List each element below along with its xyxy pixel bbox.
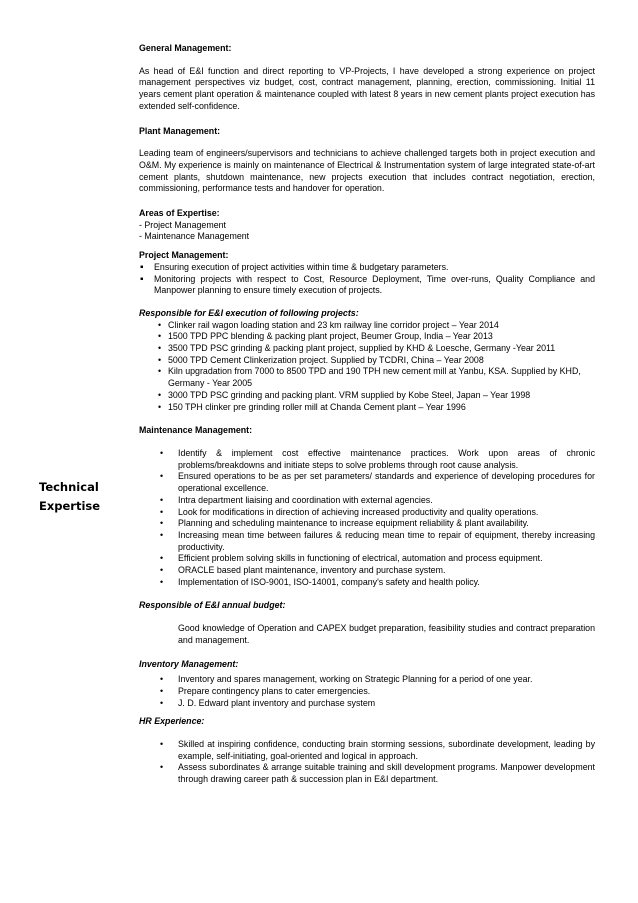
list-item: • ORACLE based plant maintenance, inventory and purchase system.: [139, 565, 595, 577]
list-item: • Kiln upgradation from 7000 to 8500 TPD and 190 TPH new cement mill at Yanbu, KSA. Supplied by KHD, Germany - Year 2005: [139, 366, 595, 389]
list-item: ▪ Monitoring projects with respect to Cost, Resource Deployment, Time over-runs, Quality Compliance and Manpower planning to ensure timely execution of projects.: [139, 274, 595, 297]
inventory-management-heading: Inventory Management:: [139, 658, 239, 669]
list-item: • Look for modifications in direction of achieving increased productivity and quality operations.: [139, 507, 595, 519]
hr-experience-heading: HR Experience:: [139, 716, 205, 727]
plant-management-text: Leading team of engineers/supervisors and technicians to achieve challenged targets both in project execution and O&M. My experience is mainly on maintenance of Electrical & Instrumentation system of large integrated state-of-art cement plants, shutdown maintenance, new projects execution that includes contract negotiation, erection, commissioning, performance tests and handover for operation.: [139, 148, 595, 194]
budget-heading: Responsible of E&I annual budget:: [139, 600, 286, 611]
ei-projects-heading: Responsible for E&I execution of following projects:: [139, 307, 359, 318]
list-item: • 3000 TPD PSC grinding and packing plant. VRM supplied by Kobe Steel, Japan – Year 1998: [139, 390, 595, 402]
list-item: • Assess subordinates & arrange suitable training and skill development programs. Manpower development through drawing career path & succession plan in E&I department.: [139, 762, 595, 785]
general-management-text: As head of E&I function and direct reporting to VP-Projects, I have developed a strong experience on project management perspectives viz budget, cost, contract management, planning, erection, commissioning. Initial 11 years cement plant operation & maintenance coupled with latest 8 years in new cement plants project execution has extended self-confidence.: [139, 65, 595, 111]
general-management-heading: General Management:: [139, 43, 232, 53]
list-item: ▪ Ensuring execution of project activities within time & budgetary parameters.: [139, 262, 595, 274]
areas-item: - Maintenance Management: [139, 231, 250, 242]
hr-list: [139, 739, 595, 786]
list-item: • Identify & implement cost effective maintenance practices. Work upon areas of chronic problems/breakdowns and initiate steps to solve problems through root cause analysis.: [139, 448, 595, 471]
section-label-line-2: Expertise: [39, 499, 101, 513]
list-item: • Inventory and spares management, working on Strategic Planning for a period of one year.: [139, 674, 595, 686]
inventory-list: [139, 674, 595, 709]
list-item: • Skilled at inspiring confidence, conducting brain storming sessions, subordinate development, leading by example, self-initiating, goal-oriented and logical in approach.: [139, 739, 595, 762]
list-item: • 3500 TPD PSC grinding & packing plant project, supplied by KHD & Loesche, Germany -Year 2011: [139, 343, 595, 355]
section-label-line-1: Technical: [39, 480, 99, 494]
list-item: • Ensured operations to be as per set parameters/ standards and experience of developing procedures for operational excellence.: [139, 471, 595, 494]
list-item: • J. D. Edward plant inventory and purchase system: [139, 698, 595, 710]
project-management-heading: Project Management:: [139, 250, 229, 261]
project-management-list: [139, 262, 595, 297]
main-content: [139, 43, 595, 786]
areas-item: - Project Management: [139, 219, 227, 230]
ei-projects-list: [139, 320, 595, 414]
budget-text: Good knowledge of Operation and CAPEX budget preparation, feasibility studies and contract preparation and management.: [178, 623, 595, 645]
list-item: • Prepare contingency plans to cater emergencies.: [139, 686, 595, 698]
maintenance-management-heading: Maintenance Management:: [139, 425, 253, 436]
list-item: • Increasing mean time between failures & reducing mean time to repair of equipment, thereby increasing productivity.: [139, 530, 595, 553]
section-label: [39, 478, 119, 516]
list-item: • Planning and scheduling maintenance to increase equipment reliability & plant availability.: [139, 518, 595, 530]
list-item: • Efficient problem solving skills in functioning of electrical, automation and process equipment.: [139, 553, 595, 565]
maintenance-list: [139, 448, 595, 588]
list-item: • 5000 TPD Cement Clinkerization project. Supplied by TCDRI, China – Year 2008: [139, 355, 595, 367]
list-item: • Clinker rail wagon loading station and 23 km railway line corridor project – Year 2014: [139, 320, 595, 332]
list-item: • Implementation of ISO-9001, ISO-14001, company's safety and health policy.: [139, 577, 595, 589]
list-item: • 1500 TPD PPC blending & packing plant project, Beumer Group, India – Year 2013: [139, 331, 595, 343]
areas-of-expertise-heading: Areas of Expertise:: [139, 208, 220, 219]
list-item: • 150 TPH clinker pre grinding roller mill at Chanda Cement plant – Year 1996: [139, 402, 595, 414]
plant-management-heading: Plant Management:: [139, 125, 221, 136]
list-item: • Intra department liaising and coordination with external agencies.: [139, 495, 595, 507]
